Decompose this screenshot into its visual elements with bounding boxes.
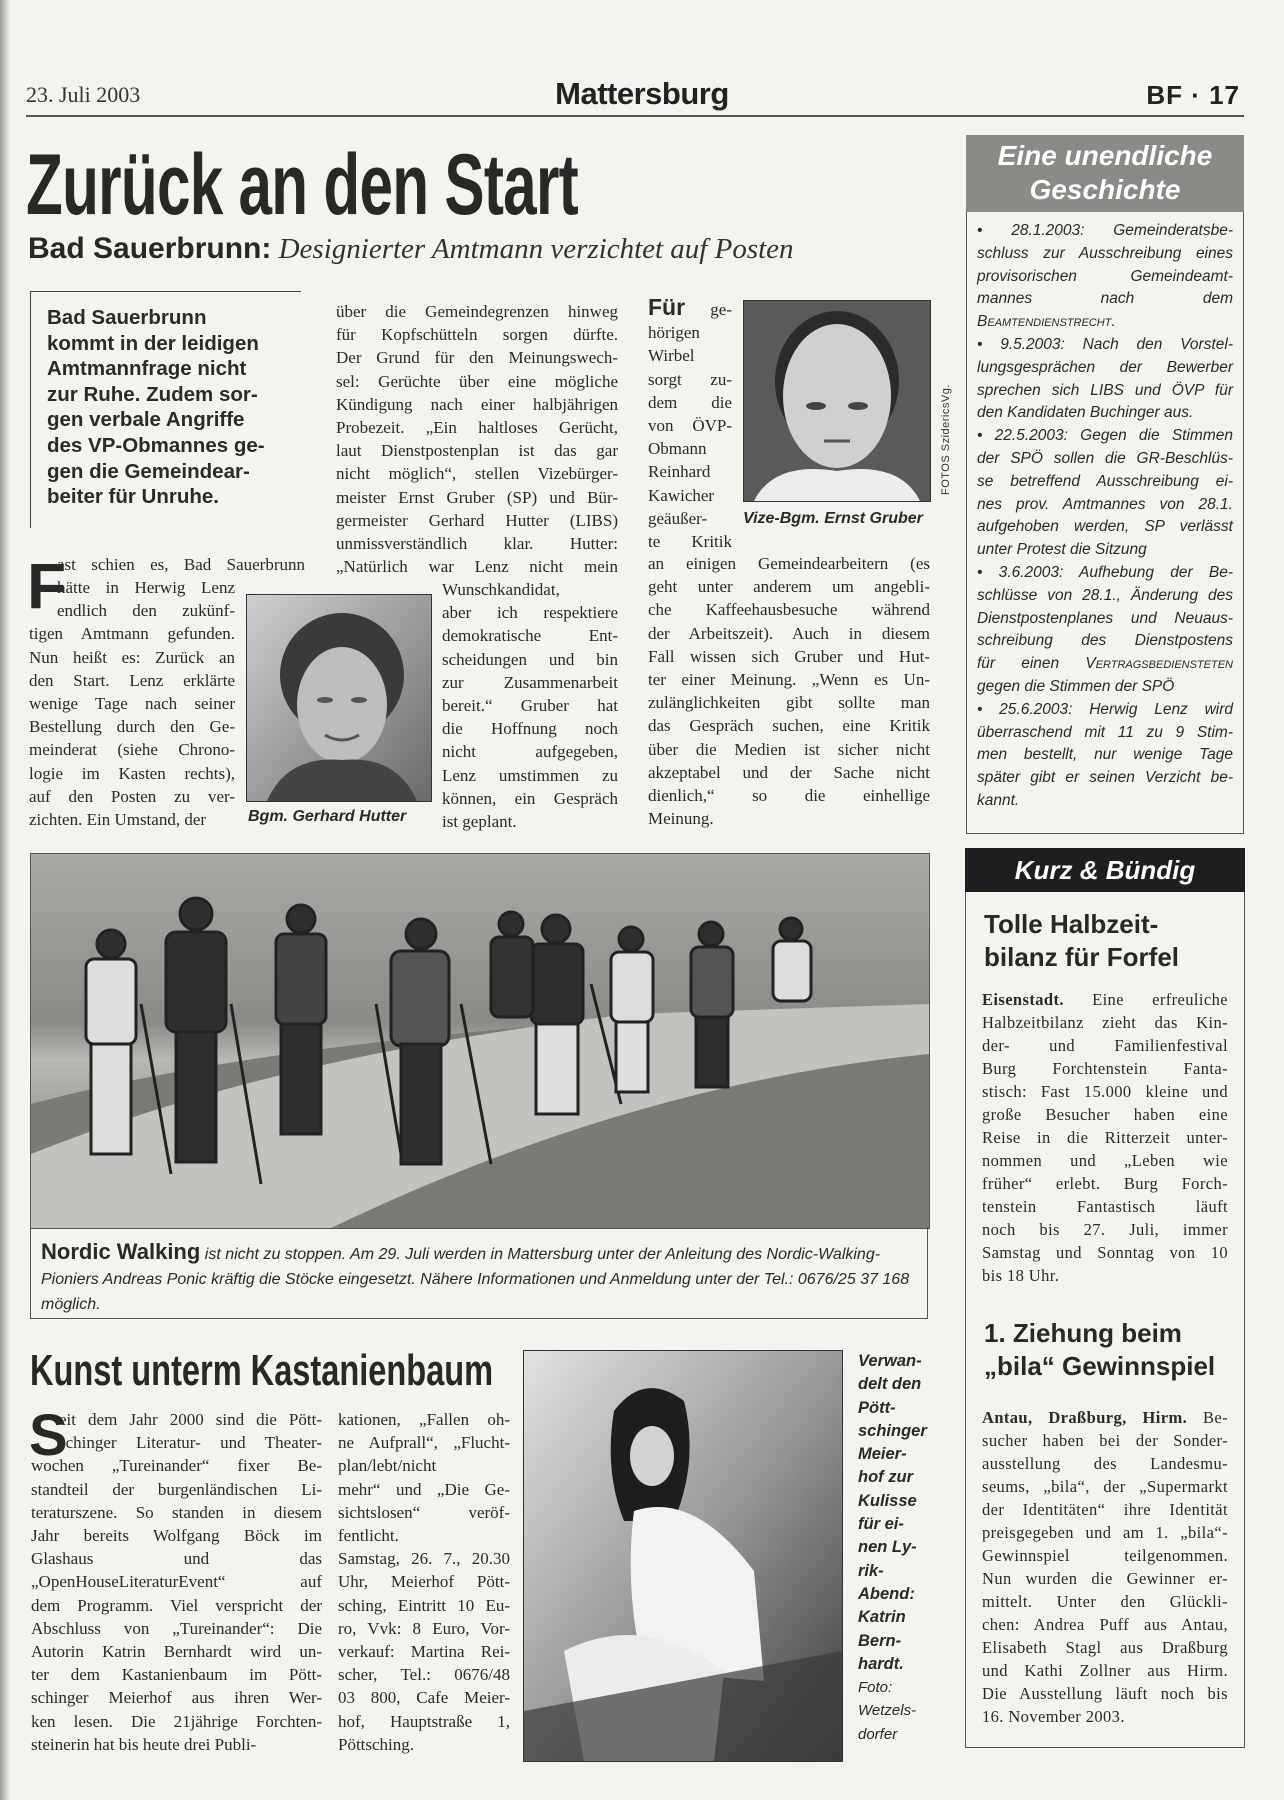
text-line: Elisabeth Stagl aus Draßburg	[982, 1638, 1228, 1657]
text-line: men bestellt, nur wenige Tage	[977, 746, 1233, 764]
text-line: Kündigung nach einer halbjährigen	[336, 394, 618, 414]
text-line: gen verbale Angriffe	[47, 408, 245, 432]
text-line: Kulisse	[858, 1491, 917, 1510]
text-line: provisorischen Gemeindeamt-	[977, 267, 1233, 285]
text-line: ast schien es, Bad Sauerbrunn	[57, 555, 305, 574]
text-line: stisch: Fast 15.000 kleine und	[982, 1082, 1228, 1101]
text-line: Meinung.	[648, 809, 714, 829]
text-line: Dienstpostenplanes und Neuaus-	[977, 609, 1233, 627]
text-line: 16. November 2003.	[982, 1707, 1125, 1726]
text-line: „Natürlich war Lenz nicht mein	[336, 557, 618, 577]
text-line: Katrin	[858, 1608, 906, 1627]
text-line: nen Ly-	[858, 1538, 917, 1557]
news-item-2-title-line-1: 1. Ziehung beim	[984, 1318, 1182, 1348]
header-rule	[26, 115, 1244, 117]
text-line: germeister Gerhard Hutter (LIBS)	[336, 510, 618, 530]
text-line: Meier-	[858, 1445, 907, 1464]
section-title: Mattersburg	[555, 76, 729, 111]
photo-caption-hutter: Bgm. Gerhard Hutter	[248, 808, 407, 825]
lead-word: Antau, Draßburg, Hirm.	[982, 1408, 1188, 1427]
text-line: schinger	[858, 1421, 927, 1440]
column-2-text	[336, 300, 618, 578]
text-line: für Kopfschütteln sorgen dürfte.	[336, 325, 618, 345]
text-line: Autorin Katrin Bernhardt wird un-	[31, 1642, 322, 1662]
text-line: sucher haben bei der Sonder-	[982, 1431, 1228, 1450]
text-line: kannt.	[977, 791, 1020, 809]
text-line: Antau, Draßburg, Hirm. Be-	[982, 1408, 1228, 1427]
text-line: der Arbeitszeit). Auch in diesem	[648, 623, 930, 643]
text-line: Samstag und Sonntag von 10	[982, 1243, 1228, 1262]
text-line: Wunschkandidat,	[442, 580, 560, 599]
text-line: wochen „Tureinander“ fixer Be-	[31, 1456, 322, 1476]
text-line: Pöttsching.	[338, 1734, 415, 1754]
text-line: bis 18 Uhr.	[982, 1266, 1060, 1285]
text-line: Uhr, Meierhof Pött-	[338, 1572, 510, 1592]
text-line: kommt in der leidigen	[47, 331, 259, 355]
text-line	[977, 311, 1233, 334]
text-line: zur Zusammenarbeit	[442, 672, 618, 692]
text-line: mehr“ und „Die Ge-	[338, 1479, 510, 1499]
text-line: • 22.5.2003: Gegen die Stimmen	[977, 427, 1233, 445]
text-line: zichten. Ein Umstand, der	[29, 810, 207, 830]
text-line: hardt.	[858, 1654, 904, 1673]
text-line: Gewinnspiel teilgenommen.	[982, 1546, 1228, 1565]
text-line: fentlicht.	[338, 1526, 399, 1546]
text-line: scheidungen und bin	[442, 649, 618, 669]
text-line: hätte in Herwig Lenz	[57, 578, 235, 597]
news-item-1-title-line-2: bilanz für Forfel	[984, 942, 1179, 972]
text-line: tigen Amtmann gefunden.	[29, 624, 235, 644]
text-line: sichtslosen“ veröf-	[338, 1502, 510, 1522]
scan-edge	[0, 0, 10, 1800]
text-line: den Start. Lenz erklärte	[29, 670, 235, 690]
text-line: Abschluss von „Tureinander“: Die	[31, 1618, 322, 1638]
text-line: Glashaus und das	[31, 1549, 322, 1569]
text-line: chen: Andrea Puff aus Antau,	[982, 1615, 1228, 1634]
kunst-drop-cap: S	[29, 1403, 68, 1468]
text-line: sprechen sich LIBS und ÖVP für	[977, 381, 1233, 399]
text-line: Der Grund für den Meinungswech-	[336, 348, 618, 368]
caption-text: ist nicht zu stoppen. Am 29. Juli werden in Mattersburg unter der Anleitung des Nordic-Walking-Pioniers Andreas Ponic kräftig die Stöcke eingesetzt. Nähere Informationen und Anmeldung unter der Tel.: 0676/25 37 168 möglich.	[41, 1246, 910, 1313]
text-line: teraturszene. So standen in diesem	[31, 1502, 322, 1522]
column-3-narrow-text	[648, 296, 732, 553]
text-line: Obmann	[648, 439, 707, 459]
text-line: endlich den zukünf-	[57, 601, 235, 621]
text-line: unter Protest die Sitzung	[977, 541, 1147, 559]
text-line: Nun wurden die Gewinner er-	[982, 1569, 1228, 1588]
text-line: für ei-	[858, 1515, 904, 1534]
text-line: tenstein Fantastisch läuft	[982, 1197, 1228, 1216]
text-line: ausstellung des Landesmu-	[982, 1454, 1228, 1473]
text-line: schluss zur Ausschreibung eines	[977, 244, 1233, 262]
text-line: • 25.6.2003: Herwig Lenz wird	[977, 700, 1233, 718]
text-line: che Kaffeehausbesuche während	[648, 600, 930, 620]
kunst-photo-caption	[858, 1350, 938, 1746]
text-line: Halbzeitbilanz zieht das Kin-	[982, 1013, 1228, 1032]
text-line: können, ein Gespräch	[442, 788, 618, 808]
photo-nordic-walking	[30, 853, 930, 1229]
text-line: unmissverständlich klar. Hutter:	[336, 534, 618, 554]
text-line: der Identitäten“ ihre Identität	[982, 1500, 1228, 1519]
text-line: 03 800, Cafe Meier-	[338, 1688, 510, 1708]
text-line: scher, Tel.: 0676/48	[338, 1665, 510, 1685]
text-line: schreibung des Dienstpostens	[977, 632, 1233, 650]
text-line: te Kritik	[648, 532, 732, 552]
text-line: Verwan-	[858, 1352, 922, 1370]
text-line: eit dem Jahr 2000 sind die Pött-	[59, 1410, 322, 1429]
text-line: Bad Sauerbrunn	[47, 306, 207, 329]
text-line: nicht aufgegeben,	[442, 742, 618, 762]
text-line: Foto:	[858, 1679, 893, 1697]
text-line: den Kandidaten Buchinger aus.	[977, 404, 1194, 422]
text-line: seums, „bila“, der „Supermarkt	[982, 1477, 1228, 1496]
text-line: hof, Hauptstraße 1,	[338, 1711, 510, 1731]
text-line: kationen, „Fallen oh-	[338, 1410, 510, 1429]
chronology-title	[966, 135, 1244, 212]
text-line: demokratische Ent-	[442, 626, 618, 646]
text-line: zur Ruhe. Zudem sor-	[47, 382, 258, 406]
text-line: gen die Gemeindear-	[47, 459, 250, 483]
kunst-column-2	[338, 1408, 510, 1756]
text-line: an einigen Gemeindearbeitern (es	[648, 554, 930, 573]
text-line: geht unter anderem um angebli-	[648, 577, 930, 597]
chronology-list	[977, 220, 1233, 813]
text-line: • 3.6.2003: Aufhebung der Be-	[977, 563, 1233, 581]
text-line: überraschend mit 11 zu 9 Stim-	[977, 723, 1233, 741]
chronology-title-line-2: Geschichte	[1029, 174, 1181, 205]
text-line: nicht möglich“, stellen Vizebürger-	[336, 464, 618, 484]
text-line: gegen die Stimmen der SPÖ	[977, 677, 1175, 695]
subtitle-text: Designierter Amtmann verzichtet auf Posten	[271, 233, 794, 265]
lead-word: Für	[648, 294, 686, 320]
text-line: akzeptabel und der Sache nicht	[648, 762, 930, 782]
text-line: über die Medien ist sicher nicht	[648, 739, 930, 759]
small-caps-text: Beamtendienstrecht.	[977, 313, 1116, 331]
news-item-1-title	[984, 908, 1179, 974]
text-line: wenige Tage nach seiner	[29, 694, 235, 714]
text-line: bereit.“ Gruber hat	[442, 696, 618, 716]
text-line: • 28.1.2003: Gemeinderatsbe-	[977, 222, 1233, 239]
text-line: lungsgesprächen der Bewerber	[977, 358, 1233, 376]
column-1-first-line	[29, 553, 305, 576]
text-line: logie im Kasten rechts),	[29, 763, 235, 783]
text-line: Die Ausstellung läuft noch bis	[982, 1684, 1228, 1703]
text-line: Wirbel	[648, 346, 695, 366]
text-line: Jahr bereits Wolfgang Böck im	[31, 1526, 322, 1546]
text-line: standteil der burgenländischen Li-	[31, 1479, 322, 1499]
text-line: sel: Gerüchte über eine mögliche	[336, 371, 618, 391]
lead-paragraph	[47, 305, 265, 510]
chronology-title-line-1: Eine unendliche	[997, 140, 1213, 171]
text-line: nes prov. Amtmannes von 28.1.	[977, 495, 1233, 513]
text-line: Kawicher	[648, 485, 715, 505]
text-line: beiter für Unruhe.	[47, 485, 219, 509]
text-line: die Hoffnung noch	[442, 719, 618, 739]
photo-katrin-bernhardt	[523, 1350, 843, 1762]
text-line: geäußer-	[648, 508, 708, 528]
text-line: nommen und „Leben wie	[982, 1151, 1228, 1170]
text-line: Eisenstadt. Eine erfreuliche	[982, 990, 1228, 1009]
text-line: Pött-	[858, 1398, 896, 1417]
text-line: Fall wissen sich Gruber und Hut-	[648, 646, 930, 666]
text-line: Amtmannfrage nicht	[47, 357, 247, 381]
text-line: „OpenHouseLiteraturEvent“ auf	[31, 1572, 322, 1592]
text-line: zulänglichkeiten gibt sollte man	[648, 693, 930, 713]
text-line: sching, Eintritt 10 Eu-	[338, 1595, 510, 1615]
drop-cap: F	[27, 550, 67, 622]
text-line: dienlich,“ so die einhellige	[648, 786, 930, 806]
text-line: rik-	[858, 1561, 884, 1580]
text-line: sorgt zu-	[648, 369, 732, 389]
text-line: große Besucher haben eine	[982, 1105, 1228, 1124]
text-line: Samstag, 26. 7., 20.30	[338, 1549, 510, 1569]
text-line: von ÖVP-	[648, 416, 732, 436]
news-item-2-title	[984, 1317, 1215, 1383]
text-line: ro, Vvk: 8 Euro, Vor-	[338, 1618, 510, 1638]
photo-ernst-gruber	[743, 300, 931, 502]
text-line: dem Programm. Viel verspricht der	[31, 1595, 322, 1615]
article-subtitle	[28, 232, 794, 266]
photo-caption-gruber: Vize-Bgm. Ernst Gruber	[743, 510, 923, 527]
text-line: und Kathi Zollner aus Hirm.	[982, 1661, 1228, 1680]
text-line: dorfer	[858, 1725, 898, 1743]
text-line: schinger Meierhof aus ihren Wer-	[31, 1688, 322, 1708]
text-line: Bestellung durch den Ge-	[29, 717, 235, 737]
photo-gerhard-hutter	[246, 594, 432, 802]
text-line: steinerin hat bis heute drei Publi-	[31, 1734, 257, 1754]
page-number: BF · 17	[1146, 80, 1240, 110]
news-item-1-text	[982, 988, 1228, 1287]
text-line: Reinhard	[648, 462, 711, 482]
text-line: plan/lebt/nicht	[338, 1456, 437, 1476]
text-line: ter einer Meinung. „Wenn es Un-	[648, 670, 930, 690]
text-line: der- und Familienfestival	[982, 1036, 1228, 1055]
text-line: preisgegeben und am 1. „bila“-	[982, 1523, 1228, 1542]
text-line: meinderat (siehe Chrono-	[29, 740, 235, 760]
subtitle-location: Bad Sauerbrunn:	[28, 232, 272, 265]
text-line: Abend:	[858, 1584, 915, 1603]
text-line: Probezeit. „Ein haltloses Gerücht,	[336, 418, 618, 438]
caption-photo-credit	[858, 1676, 938, 1746]
text-line: meister Ernst Gruber (SP) und Bür-	[336, 487, 618, 507]
text-line: hof zur	[858, 1468, 913, 1487]
text-line: aber ich respektiere	[442, 603, 618, 623]
text-line: hörigen	[648, 323, 700, 343]
photo-credit: FOTOS SzidericsVg.	[940, 384, 952, 495]
nordic-walking-caption	[30, 1227, 928, 1319]
text-line: Wetzels-	[858, 1702, 917, 1720]
news-item-1-title-line-1: Tolle Halbzeit-	[984, 909, 1159, 939]
kunst-headline: Kunst unterm Kastanienbaum	[30, 1346, 494, 1395]
text-line: ken lesen. Die 21jährige Forchten-	[31, 1711, 322, 1731]
text-line: Reise in die Ritterzeit unter-	[982, 1128, 1228, 1147]
text-line: des VP-Obmannes ge-	[47, 433, 265, 457]
text-line: später gibt er seinen Verzicht be-	[977, 769, 1233, 787]
caption-text	[858, 1350, 938, 1676]
column-1-text	[29, 576, 235, 831]
article-headline: Zurück an den Start	[26, 137, 579, 233]
text-line: noch bis 27. Juli, immer	[982, 1220, 1228, 1239]
news-item-2-title-line-2: „bila“ Gewinnspiel	[984, 1351, 1216, 1381]
kurz-buendig-title: Kurz & Bündig	[965, 848, 1245, 892]
text-line: dem die	[648, 392, 732, 412]
text-line: ist geplant.	[442, 812, 517, 832]
text-line: Lenz umstimmen zu	[442, 765, 618, 785]
text-line: laut Dienstpostenplan ist das gar	[336, 441, 618, 461]
text-line: das Gespräch suchen, eine Kritik	[648, 716, 930, 736]
text-line: über die Gemeindegrenzen hinweg	[336, 302, 618, 321]
text-line: früher“ erlebt. Burg Forch-	[982, 1174, 1228, 1193]
text-line: aufgehoben werden, SP verlässt	[977, 518, 1233, 536]
text-line: schlüsse von 28.1., Änderung des	[977, 586, 1233, 604]
text-line: schinger Literatur- und Theater-	[59, 1433, 322, 1453]
news-item-2-text	[982, 1406, 1228, 1728]
text-line: Bern-	[858, 1631, 902, 1650]
issue-date: 23. Juli 2003	[26, 82, 141, 107]
text-line: Für ge-	[648, 294, 732, 320]
text-line: ter dem Kastanienbaum im Pött-	[31, 1665, 322, 1685]
text-line: Burg Forchtenstein Fanta-	[982, 1059, 1228, 1078]
kunst-column-1	[29, 1403, 322, 1756]
text-line: • 9.5.2003: Nach den Vorstel-	[977, 335, 1233, 353]
small-caps-text: Vertragsbediensteten	[1085, 655, 1233, 673]
text-line: mannes nach dem	[977, 290, 1233, 308]
column-3-text	[648, 552, 930, 830]
text-line: ne Aufprall“, „Flucht-	[338, 1433, 510, 1453]
text-line: verkauf: Martina Rei-	[338, 1642, 510, 1662]
column-2-narrow-text	[442, 578, 618, 833]
caption-lead: Nordic Walking	[41, 1239, 201, 1264]
text-line: delt den	[858, 1375, 922, 1394]
text-line: mittelt. Unter den Glückli-	[982, 1592, 1228, 1611]
text-line: auf den Posten zu ver-	[29, 786, 235, 806]
text-line: Nun heißt es: Zurück an	[29, 647, 235, 667]
text-line: se betreffend Ausschreibung ei-	[977, 472, 1233, 490]
text-line: der SPÖ sollen die GR-Beschlüs-	[977, 449, 1233, 467]
text-line: für einen Vertragsbediensteten	[977, 655, 1233, 673]
lead-word: Eisenstadt.	[982, 990, 1064, 1009]
